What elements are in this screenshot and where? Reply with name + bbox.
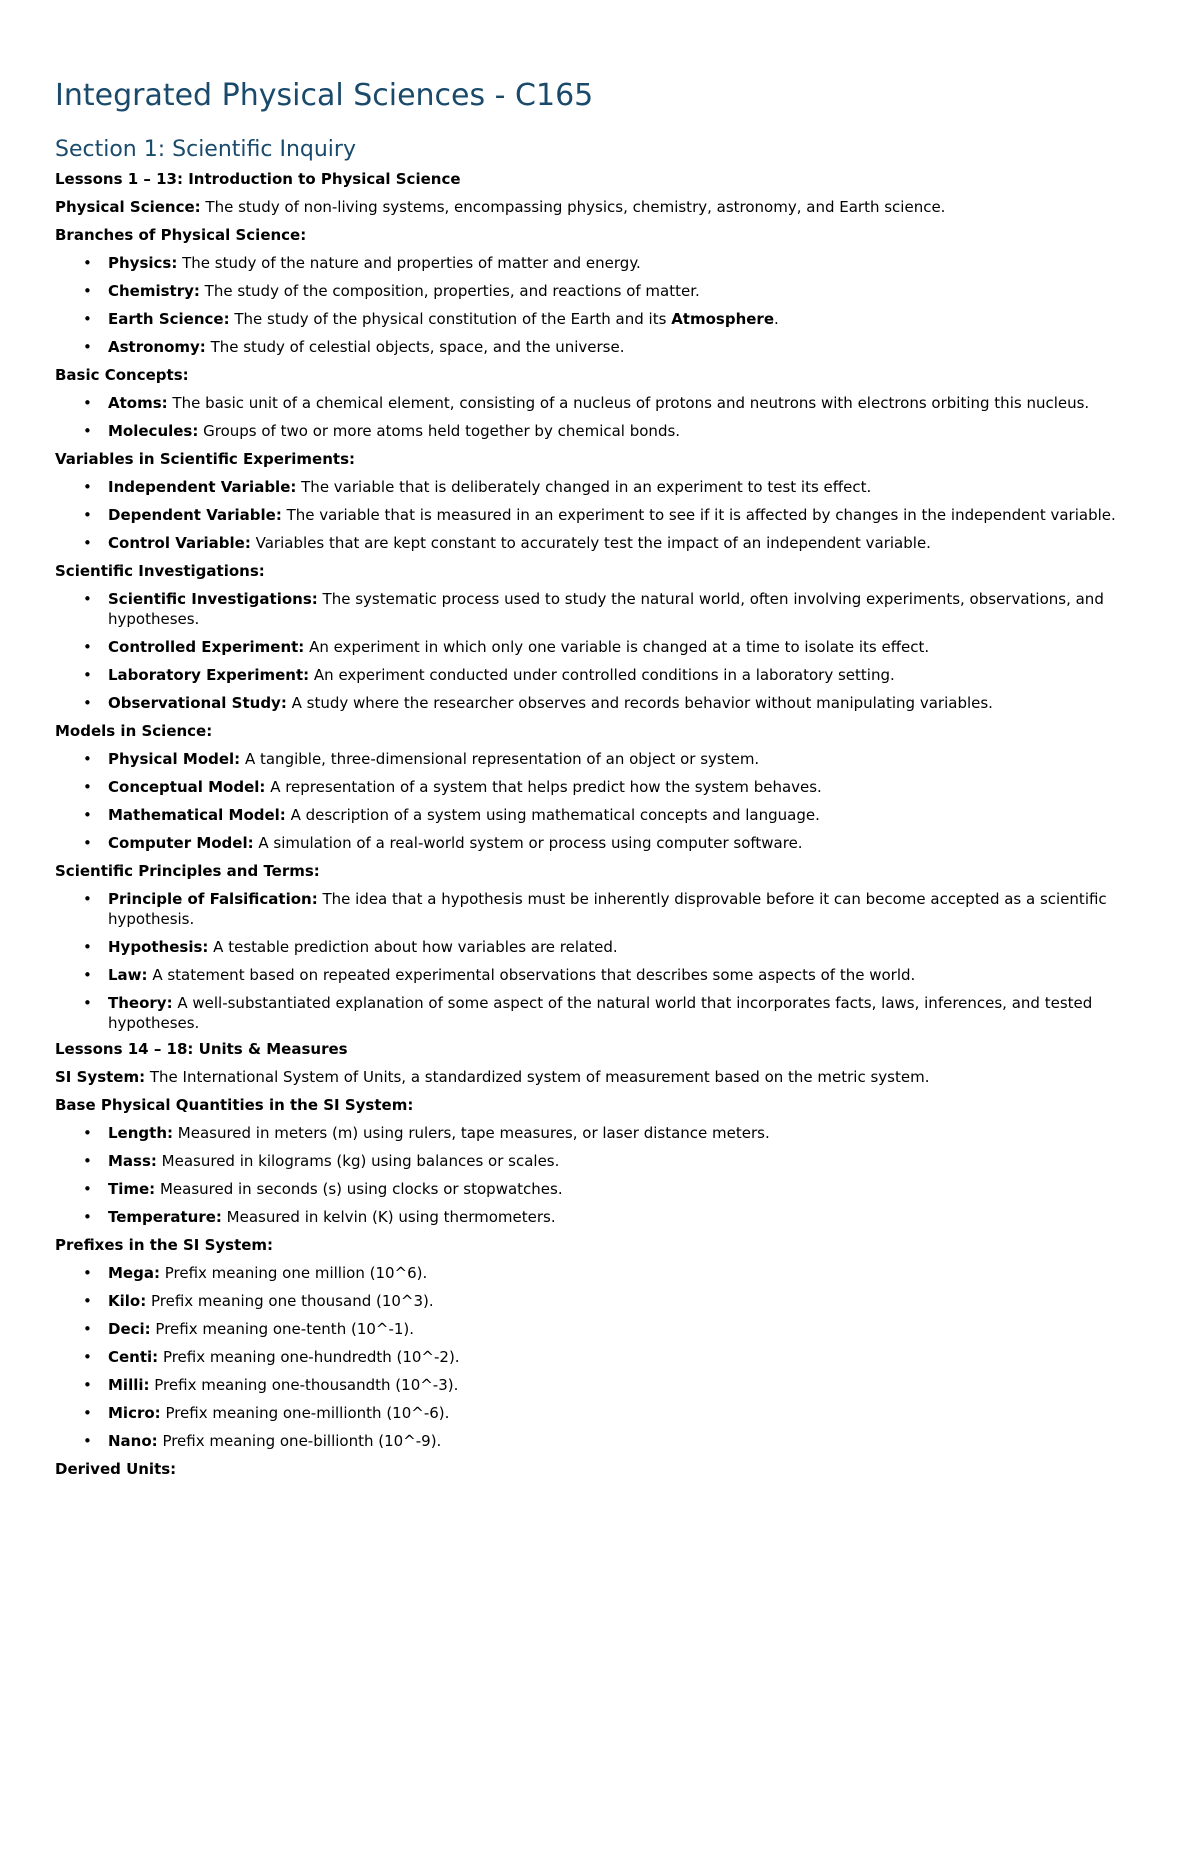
list-item-text-tail: .	[774, 310, 779, 328]
bullet-icon: •	[83, 254, 92, 272]
list-item-term: Observational Study:	[108, 694, 287, 712]
bullet-icon: •	[83, 694, 92, 712]
definition-term: Physical Science:	[55, 198, 201, 216]
bullet-icon: •	[83, 778, 92, 796]
document-body	[55, 169, 1145, 1479]
definition-paragraph	[55, 197, 1145, 217]
list-item	[55, 937, 1145, 957]
bullet-icon: •	[83, 1124, 92, 1142]
list-item-text: Measured in kilograms (kg) using balances or scales.	[156, 1152, 560, 1170]
list-item	[55, 749, 1145, 769]
subsection-heading: Scientific Principles and Terms:	[55, 862, 320, 880]
list-item-term: Atoms:	[108, 394, 168, 412]
list-item-text: The systematic process used to study the natural world, often involving experiments, observations, and hypotheses.	[108, 590, 1104, 628]
bullet-icon: •	[83, 666, 92, 684]
list-item-term: Earth Science:	[108, 310, 230, 328]
list-item-term: Temperature:	[108, 1208, 222, 1226]
list-item-term: Laboratory Experiment:	[108, 666, 310, 684]
list-item-term: Astronomy:	[108, 338, 206, 356]
list-item-term: Molecules:	[108, 422, 199, 440]
list-item-text: Measured in seconds (s) using clocks or stopwatches.	[155, 1180, 563, 1198]
bullet-icon: •	[83, 310, 92, 328]
list-item	[55, 1375, 1145, 1395]
list-item-text: An experiment in which only one variable is changed at a time to isolate its effect.	[304, 638, 930, 656]
list-item	[55, 805, 1145, 825]
definition-text: The study of non-living systems, encompassing physics, chemistry, astronomy, and Earth science.	[200, 198, 946, 216]
list-item-text: Prefix meaning one-billionth (10^-9).	[157, 1432, 442, 1450]
bullet-list	[55, 749, 1145, 853]
list-item-term: Milli:	[108, 1376, 150, 1394]
bullet-icon: •	[83, 506, 92, 524]
bullet-icon: •	[83, 638, 92, 656]
subsection-heading: Derived Units:	[55, 1460, 177, 1478]
bullet-icon: •	[83, 534, 92, 552]
bullet-icon: •	[83, 338, 92, 356]
bullet-icon: •	[83, 590, 92, 608]
list-item	[55, 1263, 1145, 1283]
list-item	[55, 665, 1145, 685]
bullet-icon: •	[83, 994, 92, 1012]
list-item-text: The basic unit of a chemical element, consisting of a nucleus of protons and neutrons with electrons orbiting this nucleus.	[167, 394, 1090, 412]
subsection-heading: Prefixes in the SI System:	[55, 1236, 274, 1254]
bullet-icon: •	[83, 422, 92, 440]
list-item-term: Scientific Investigations:	[108, 590, 318, 608]
list-item-term: Mass:	[108, 1152, 157, 1170]
subsection-heading: Variables in Scientific Experiments:	[55, 450, 355, 468]
list-item-term: Independent Variable:	[108, 478, 297, 496]
list-item	[55, 505, 1145, 525]
list-item-term: Law:	[108, 966, 148, 984]
bullet-icon: •	[83, 1348, 92, 1366]
list-item-text: A well-substantiated explanation of some aspect of the natural world that incorporates facts, laws, inferences, and tested hypotheses.	[108, 994, 1093, 1032]
list-item-text: An experiment conducted under controlled conditions in a laboratory setting.	[309, 666, 895, 684]
list-item	[55, 993, 1145, 1033]
section-heading: Section 1: Scientific Inquiry	[55, 137, 356, 162]
list-item-term: Centi:	[108, 1348, 159, 1366]
bullet-list	[55, 253, 1145, 357]
bullet-list	[55, 477, 1145, 553]
bullet-icon: •	[83, 966, 92, 984]
list-item-term: Computer Model:	[108, 834, 254, 852]
list-item-text: The study of the physical constitution of the Earth and its	[229, 310, 672, 328]
subsection-heading: Branches of Physical Science:	[55, 226, 307, 244]
list-item	[55, 833, 1145, 853]
list-item-term: Physics:	[108, 254, 178, 272]
subsection-heading: Base Physical Quantities in the SI System:	[55, 1096, 414, 1114]
list-item-term: Kilo:	[108, 1292, 147, 1310]
bullet-list	[55, 393, 1145, 441]
list-item-text: The study of the nature and properties of matter and energy.	[177, 254, 641, 272]
list-item-term: Controlled Experiment:	[108, 638, 305, 656]
list-item-text: A testable prediction about how variables are related.	[208, 938, 618, 956]
bullet-icon: •	[83, 1152, 92, 1170]
list-item	[55, 1123, 1145, 1143]
subsection-heading: Scientific Investigations:	[55, 562, 265, 580]
bullet-icon: •	[83, 1432, 92, 1450]
bullet-list	[55, 1263, 1145, 1451]
list-item-term: Physical Model:	[108, 750, 241, 768]
list-item-text: A statement based on repeated experimental observations that describes some aspects of the world.	[147, 966, 916, 984]
list-item-term: Mathematical Model:	[108, 806, 286, 824]
list-item-text: The variable that is deliberately changed in an experiment to test its effect.	[296, 478, 872, 496]
list-item-text: The study of the composition, properties, and reactions of matter.	[199, 282, 700, 300]
list-item-term: Time:	[108, 1180, 156, 1198]
list-item-term: Principle of Falsification:	[108, 890, 318, 908]
definition-paragraph	[55, 1067, 1145, 1087]
bullet-icon: •	[83, 282, 92, 300]
definition-term: SI System:	[55, 1068, 146, 1086]
bullet-icon: •	[83, 750, 92, 768]
list-item-term: Mega:	[108, 1264, 160, 1282]
list-item	[55, 1347, 1145, 1367]
list-item-term: Chemistry:	[108, 282, 200, 300]
lesson-heading: Lessons 1 – 13: Introduction to Physical Science	[55, 170, 461, 188]
bullet-icon: •	[83, 1180, 92, 1198]
list-item-text: A representation of a system that helps predict how the system behaves.	[265, 778, 822, 796]
list-item	[55, 393, 1145, 413]
bullet-icon: •	[83, 1376, 92, 1394]
bullet-icon: •	[83, 394, 92, 412]
list-item-text: Prefix meaning one-tenth (10^-1).	[150, 1320, 415, 1338]
list-item-term: Deci:	[108, 1320, 151, 1338]
list-item-text: Variables that are kept constant to accurately test the impact of an independent variable.	[250, 534, 931, 552]
list-item-text: Measured in meters (m) using rulers, tape measures, or laser distance meters.	[173, 1124, 770, 1142]
lesson-heading: Lessons 14 – 18: Units & Measures	[55, 1040, 348, 1058]
list-item-text: A tangible, three-dimensional representation of an object or system.	[240, 750, 760, 768]
list-item	[55, 1291, 1145, 1311]
list-item-text: Measured in kelvin (K) using thermometers.	[221, 1208, 556, 1226]
list-item-text: The idea that a hypothesis must be inherently disprovable before it can become accepted as a scientific hypothesis.	[108, 890, 1107, 928]
list-item-text: Prefix meaning one-millionth (10^-6).	[160, 1404, 450, 1422]
list-item	[55, 1179, 1145, 1199]
subsection-heading: Basic Concepts:	[55, 366, 189, 384]
list-item-text: Prefix meaning one-hundredth (10^-2).	[158, 1348, 460, 1366]
list-item-text: The variable that is measured in an experiment to see if it is affected by changes in the independent variable.	[281, 506, 1116, 524]
bullet-list	[55, 589, 1145, 713]
list-item-term: Hypothesis:	[108, 938, 209, 956]
list-item-term: Length:	[108, 1124, 173, 1142]
list-item-term: Dependent Variable:	[108, 506, 282, 524]
bullet-icon: •	[83, 1404, 92, 1422]
bullet-icon: •	[83, 890, 92, 908]
list-item-text: Groups of two or more atoms held together by chemical bonds.	[198, 422, 681, 440]
list-item	[55, 1403, 1145, 1423]
list-item-term: Conceptual Model:	[108, 778, 266, 796]
list-item-text: Prefix meaning one-thousandth (10^-3).	[149, 1376, 459, 1394]
bullet-icon: •	[83, 1264, 92, 1282]
list-item-text: A description of a system using mathematical concepts and language.	[285, 806, 820, 824]
list-item-term: Nano:	[108, 1432, 158, 1450]
list-item	[55, 337, 1145, 357]
bullet-icon: •	[83, 478, 92, 496]
list-item-term: Theory:	[108, 994, 173, 1012]
list-item	[55, 1431, 1145, 1451]
list-item-text: A simulation of a real-world system or process using computer software.	[253, 834, 803, 852]
list-item	[55, 533, 1145, 553]
definition-text: The International System of Units, a standardized system of measurement based on the metric system.	[145, 1068, 930, 1086]
list-item	[55, 1151, 1145, 1171]
list-item-emphasis: Atmosphere	[671, 310, 774, 328]
document-title: Integrated Physical Sciences - C165	[55, 78, 594, 113]
bullet-icon: •	[83, 1292, 92, 1310]
subsection-heading: Models in Science:	[55, 722, 213, 740]
list-item-text: A study where the researcher observes and records behavior without manipulating variables.	[286, 694, 993, 712]
list-item-text: Prefix meaning one million (10^6).	[159, 1264, 428, 1282]
list-item-text: Prefix meaning one thousand (10^3).	[146, 1292, 434, 1310]
list-item	[55, 965, 1145, 985]
list-item-term: Micro:	[108, 1404, 161, 1422]
bullet-icon: •	[83, 834, 92, 852]
bullet-icon: •	[83, 1208, 92, 1226]
list-item	[55, 281, 1145, 301]
list-item-term: Control Variable:	[108, 534, 251, 552]
list-item	[55, 777, 1145, 797]
list-item	[55, 309, 1145, 329]
list-item	[55, 589, 1145, 629]
bullet-list	[55, 889, 1145, 1033]
list-item	[55, 477, 1145, 497]
list-item	[55, 1319, 1145, 1339]
list-item	[55, 253, 1145, 273]
bullet-icon: •	[83, 1320, 92, 1338]
list-item	[55, 889, 1145, 929]
bullet-icon: •	[83, 938, 92, 956]
list-item	[55, 1207, 1145, 1227]
list-item	[55, 637, 1145, 657]
list-item	[55, 693, 1145, 713]
bullet-list	[55, 1123, 1145, 1227]
list-item-text: The study of celestial objects, space, and the universe.	[205, 338, 625, 356]
bullet-icon: •	[83, 806, 92, 824]
list-item	[55, 421, 1145, 441]
